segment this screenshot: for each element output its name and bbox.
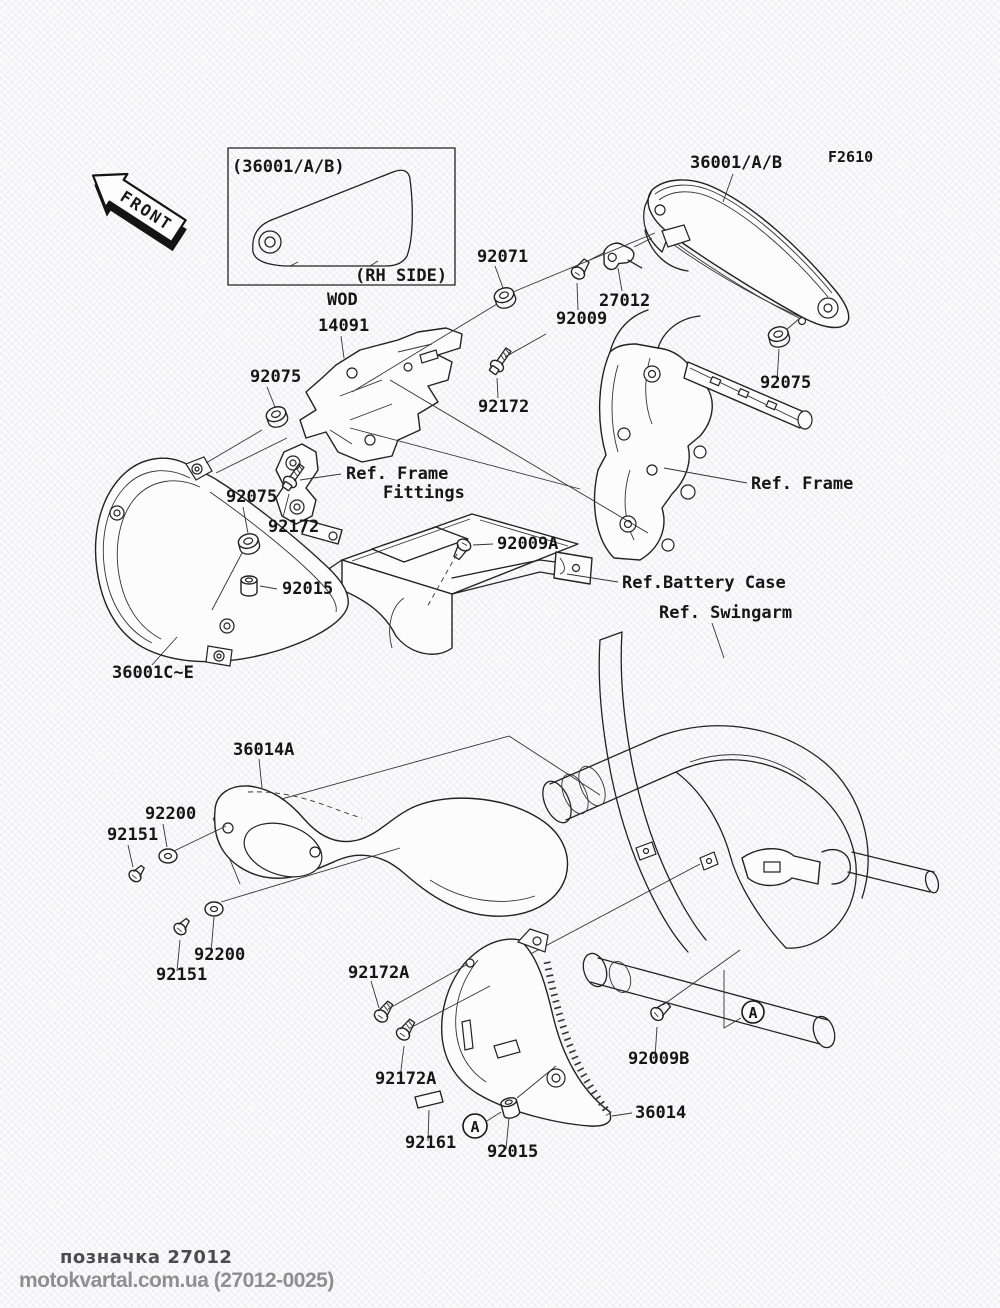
label-ref-frame: Ref. Frame [751, 474, 854, 494]
swingarm-drawing [537, 632, 941, 1050]
front-direction-marker [78, 159, 194, 257]
left-side-cover-drawing [96, 457, 349, 666]
label-92172a-1: 92172A [348, 963, 410, 983]
label-92075-top-right: 92075 [760, 373, 812, 393]
label-ref-frame-fittings-1: Ref. Frame [346, 464, 449, 484]
detail-marker-a-2 [742, 1001, 764, 1023]
label-36001ce: 36001C~E [112, 663, 194, 683]
inset-box [228, 148, 455, 286]
label-92172-left: 92172 [268, 517, 320, 537]
label-36001ab: 36001/A/B [690, 153, 783, 173]
damper-92015-upper [241, 576, 257, 596]
label-92009a: 92009A [497, 534, 559, 554]
label-92200-2: 92200 [194, 945, 246, 965]
screw-92172a-2 [394, 1017, 418, 1043]
label-92075-top-left: 92075 [250, 367, 302, 387]
label-27012: 27012 [599, 291, 651, 311]
grommet-92075-top-left [264, 404, 290, 430]
label-92151-2: 92151 [156, 965, 208, 985]
label-figure-code: F2610 [828, 148, 874, 166]
watermark-note: позначка 27012 [60, 1247, 233, 1268]
label-92161: 92161 [405, 1133, 457, 1153]
label-14091: 14091 [318, 316, 370, 336]
label-92009b: 92009B [628, 1049, 690, 1069]
label-92015-lower: 92015 [487, 1142, 539, 1162]
tag-92161 [415, 1091, 443, 1108]
inset-code: WOD [327, 290, 358, 310]
rh-side-cover-outline [253, 170, 413, 266]
screw-92151-1 [127, 863, 148, 884]
nut-92200-2 [205, 902, 223, 916]
inset-side-note: (RH SIDE) [355, 266, 448, 286]
front-arrow-text: FRONT [116, 186, 177, 235]
detail-marker-a-1 [463, 1114, 487, 1138]
svg-text:A: A [470, 1118, 480, 1136]
screw-92172a-1 [372, 999, 396, 1025]
frame-fittings-bracket-drawing [276, 328, 462, 544]
grommet-92071 [492, 285, 518, 311]
screw-92151-2 [172, 916, 193, 937]
label-92009: 92009 [556, 309, 608, 329]
label-92075-left: 92075 [226, 487, 278, 507]
label-92015-upper: 92015 [282, 579, 334, 599]
inset-part-ref: (36001/A/B) [232, 157, 345, 177]
hook-27012 [599, 237, 642, 279]
chain-cover-drawing [213, 736, 700, 977]
label-36014: 36014 [635, 1103, 687, 1123]
label-92172-right: 92172 [478, 397, 530, 417]
right-side-cover-drawing [644, 180, 849, 330]
label-ref-swingarm: Ref. Swingarm [659, 603, 793, 623]
label-92200-1: 92200 [145, 804, 197, 824]
screw-92009b [648, 999, 673, 1023]
label-92172a-2: 92172A [375, 1069, 437, 1089]
watermark-site: motokvartal.com.ua (27012-0025) [19, 1269, 334, 1292]
label-ref-battery-case: Ref.Battery Case [622, 573, 786, 593]
label-36014a: 36014A [233, 740, 295, 760]
label-92071: 92071 [477, 247, 529, 267]
bolt-92172-right [487, 346, 515, 377]
label-92151-1: 92151 [107, 825, 159, 845]
svg-text:A: A [748, 1004, 758, 1022]
label-ref-frame-fittings-2: Fittings [383, 483, 465, 503]
